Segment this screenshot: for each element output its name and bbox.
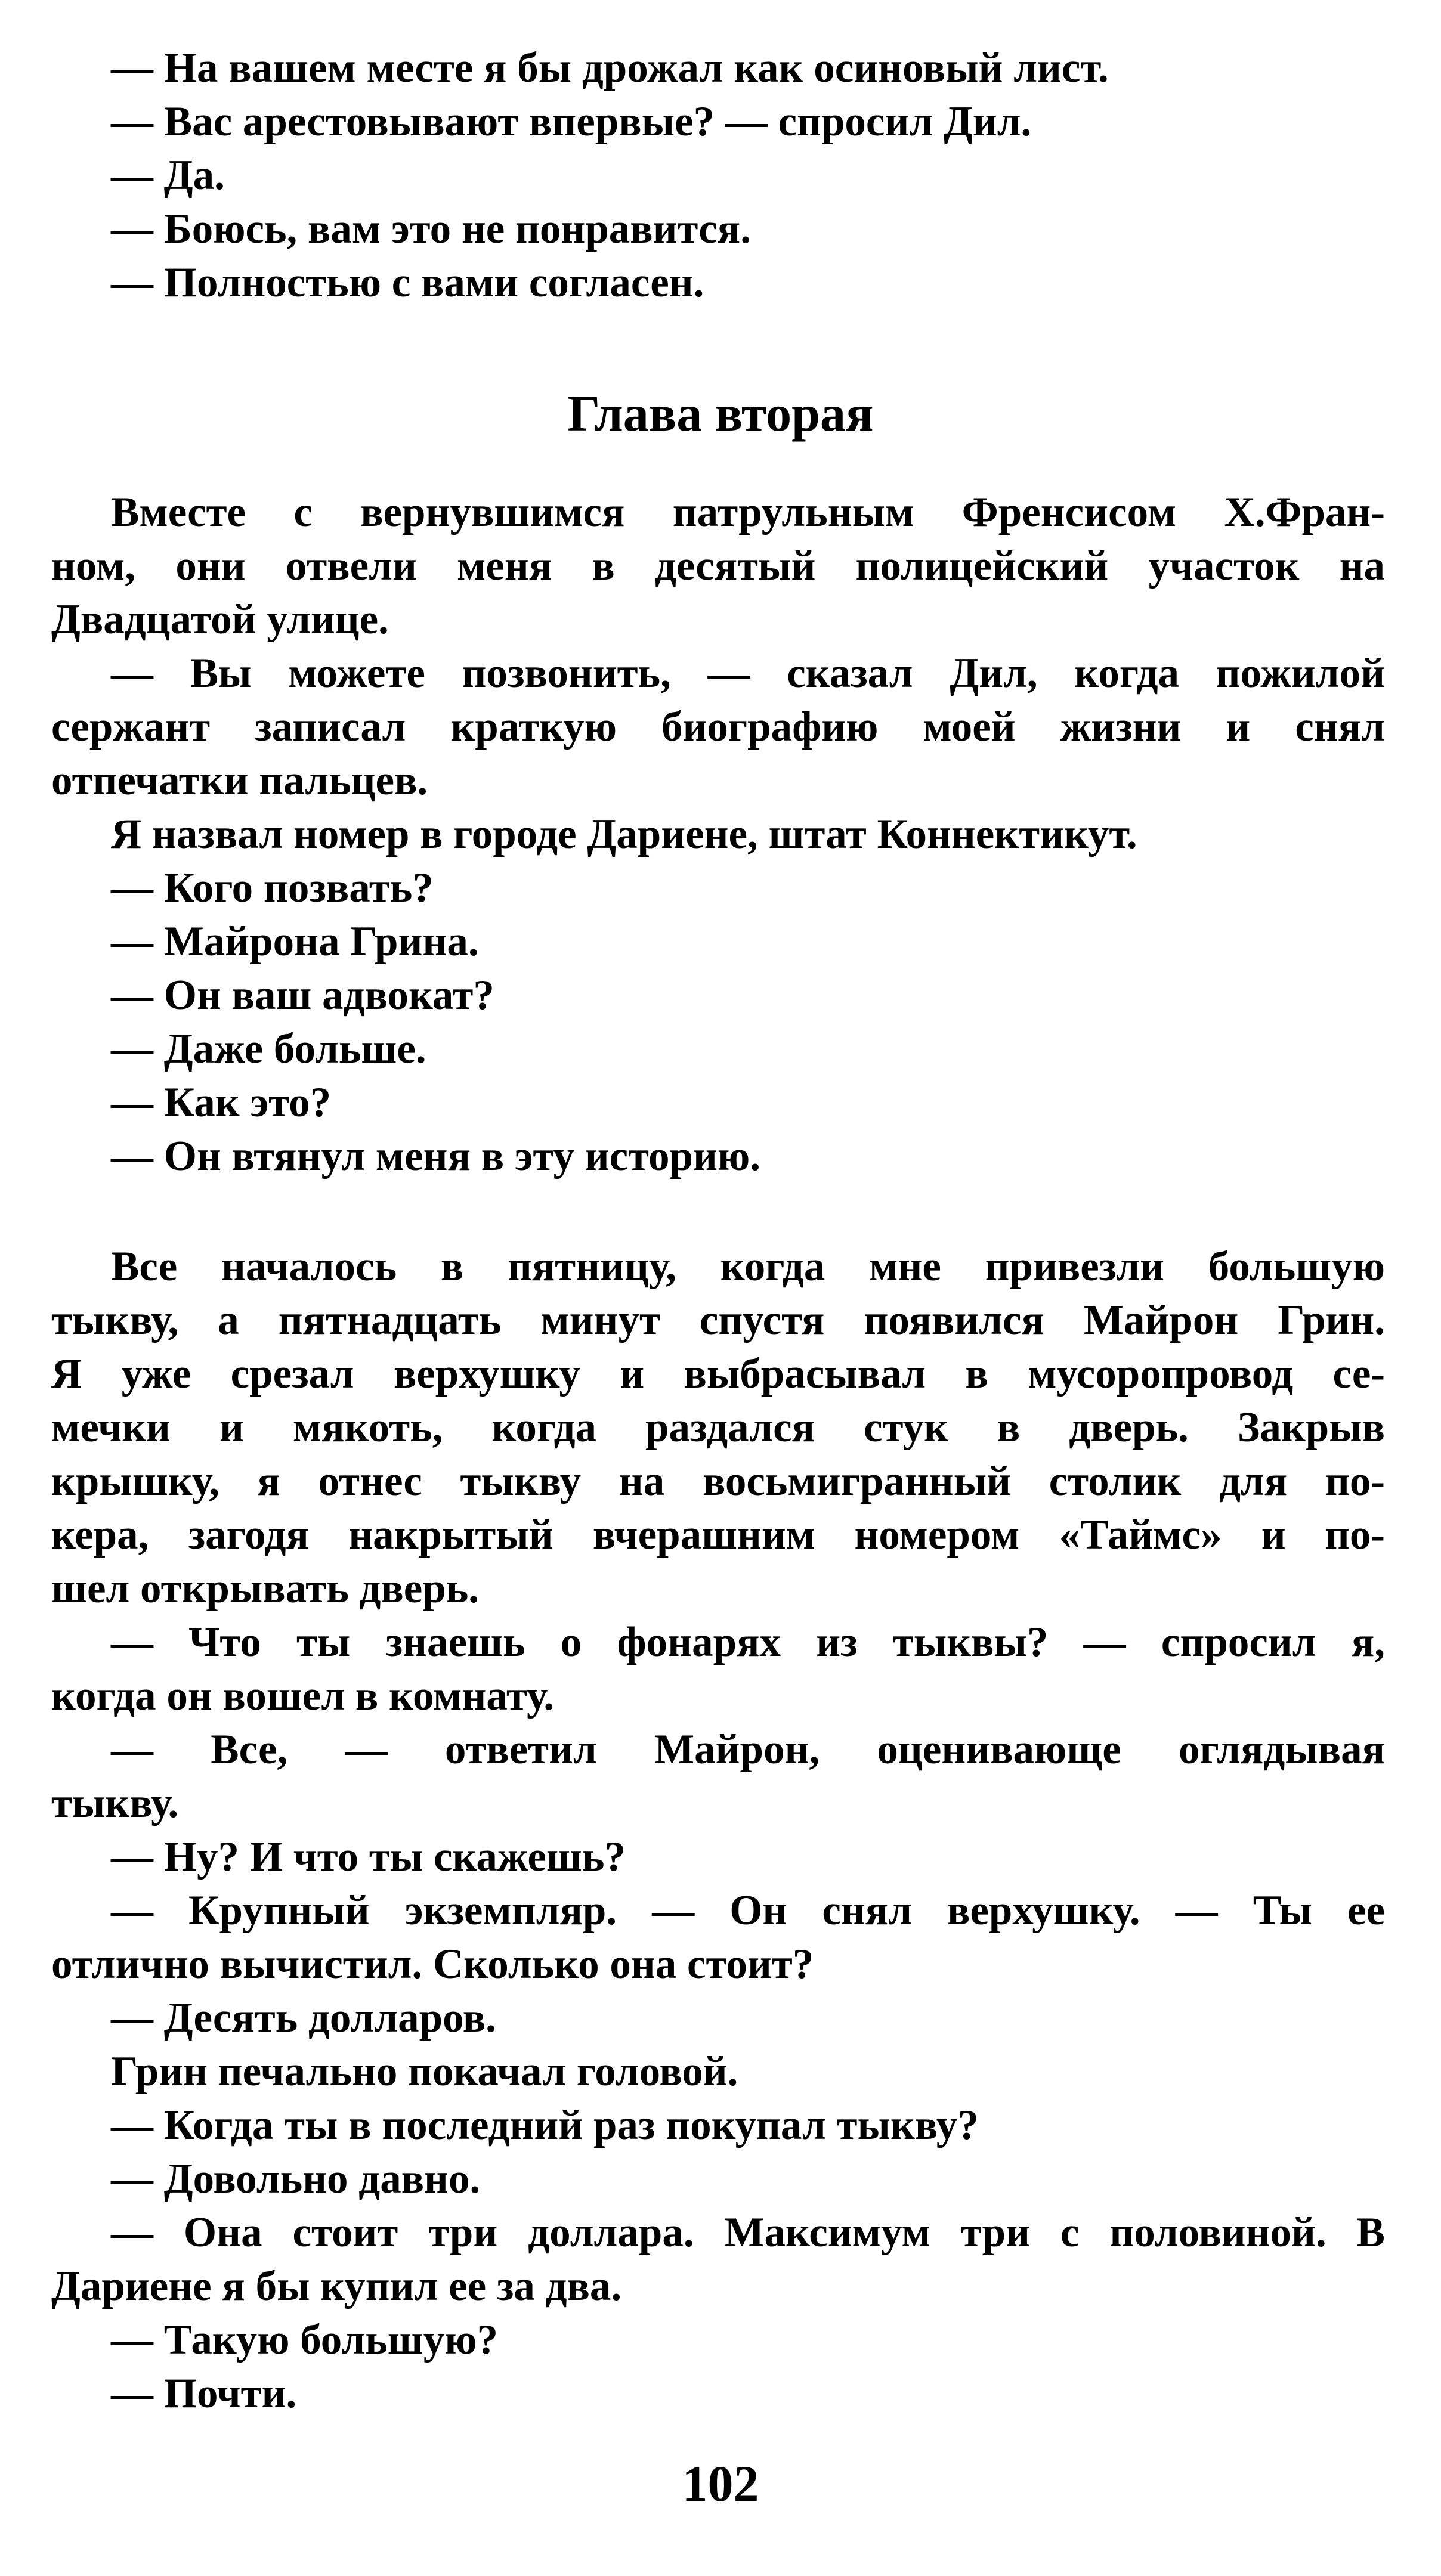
text-line: тыкву. (51, 1780, 179, 1826)
text-line: тыкву, а пятнадцать минут спустя появился Майрон Грин. (51, 1297, 1385, 1343)
text-line: шел открывать дверь. (51, 1565, 480, 1612)
text-line: крышку, я отнес тыкву на восьмигранный столик для по- (51, 1458, 1385, 1504)
text-line: — Почти. (111, 2370, 297, 2417)
text-line: отлично вычистил. Сколько она стоит? (51, 1941, 814, 1987)
text-line: Все началось в пятницу, когда мне привезли большую (111, 1243, 1385, 1290)
text-line: — Она стоит три доллара. Максимум три с половиной. В (111, 2209, 1385, 2256)
text-line: — Когда ты в последний раз покупал тыкву? (111, 2102, 979, 2148)
text-line: мечки и мякоть, когда раздался стук в дверь. Закрыв (51, 1404, 1385, 1451)
text-line: отпечатки пальцев. (51, 757, 428, 804)
text-line: — Боюсь, вам это не понравится. (111, 206, 751, 252)
text-line: Дариене я бы купил ее за два. (51, 2263, 622, 2309)
text-line: — Крупный экземпляр. — Он снял верхушку. — Ты ее (111, 1887, 1385, 1934)
text-line: — Довольно давно. (111, 2156, 481, 2202)
text-line: сержант записал краткую биографию моей жизни и снял (51, 704, 1385, 750)
text-line: Грин печально покачал головой. (111, 2048, 738, 2095)
text-line: ном, они отвели меня в десятый полицейский участок на (51, 543, 1385, 589)
text-line: когда он вошел в комнату. (51, 1673, 555, 1719)
text-line: Двадцатой улице. (51, 596, 389, 643)
text-line: — Вас арестовывают впервые? — спросил Дил. (111, 98, 1032, 145)
text-line: — Вы можете позвонить, — сказал Дил, когда пожилой (111, 650, 1385, 696)
page-number: 102 (682, 2455, 759, 2512)
text-line: — Да. (111, 152, 225, 199)
text-line: — Полностью с вами согласен. (111, 259, 704, 306)
text-line: — Он ваш адвокат? (111, 972, 494, 1018)
text-line: Вместе с вернувшимся патрульным Френсисом Х.Фран- (111, 489, 1385, 535)
text-line: — Майрона Грина. (111, 918, 479, 965)
text-line: — Что ты знаешь о фонарях из тыквы? — спросил я, (111, 1619, 1385, 1665)
text-line: — Как это? (111, 1079, 332, 1126)
text-line: кера, загодя накрытый вчерашним номером «Таймс» и по- (51, 1512, 1385, 1558)
text-line: — Даже больше. (111, 1026, 426, 1072)
chapter-heading: Глава вторая (567, 385, 874, 442)
text-line: — Все, — ответил Майрон, оценивающе оглядывая (111, 1726, 1385, 1773)
text-line: — На вашем месте я бы дрожал как осиновый лист. (111, 45, 1109, 91)
text-line: — Он втянул меня в эту историю. (111, 1133, 760, 1179)
text-line: Я уже срезал верхушку и выбрасывал в мусоропровод се- (51, 1351, 1385, 1397)
text-line: — Кого позвать? (111, 865, 434, 911)
text-line: — Ну? И что ты скажешь? (111, 1834, 626, 1880)
text-line: — Десять долларов. (111, 1995, 496, 2041)
text-line: Я назвал номер в городе Дариене, штат Коннектикут. (111, 811, 1137, 857)
text-line: — Такую большую? (111, 2317, 498, 2363)
